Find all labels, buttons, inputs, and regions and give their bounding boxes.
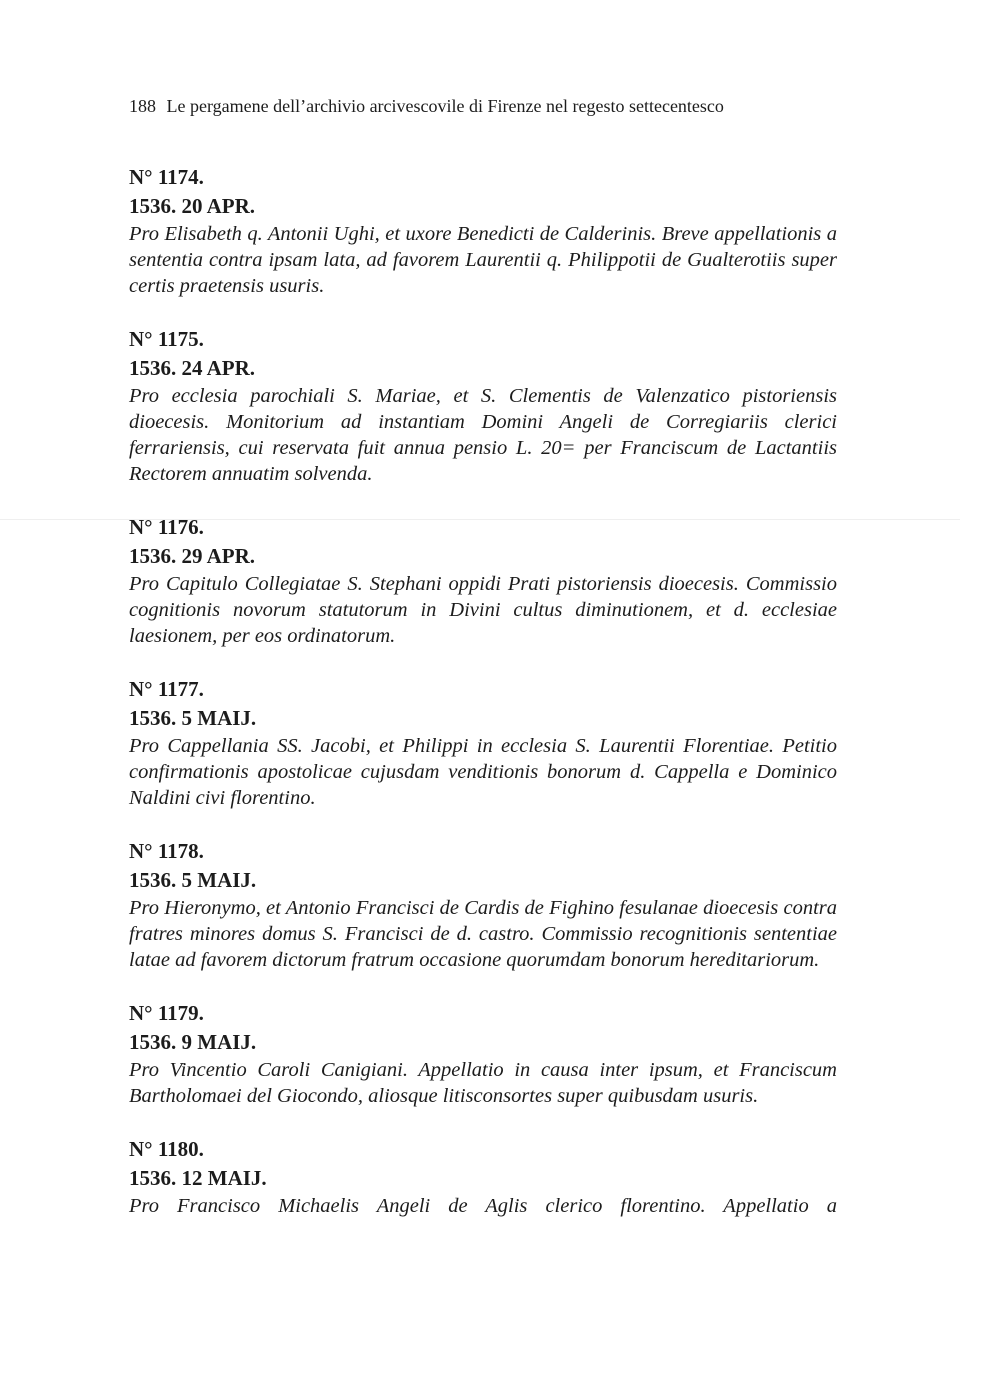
running-title: Le pergamene dell’archivio arcivescovile di Firenze nel regesto settecentesco [166,96,724,116]
entry-1178 [129,837,837,973]
entry-1174 [129,163,837,299]
regesto-entries [129,163,837,1245]
entry-abstract: Pro Vincentio Caroli Canigiani. Appellatio in causa inter ipsum, et Franciscum Bartholomaei del Giocondo, aliosque litisconsortes super quibusdam usuris. [129,1059,837,1107]
entry-1180 [129,1135,837,1219]
entry-abstract: Pro Cappellania SS. Jacobi, et Philippi in ecclesia S. Laurentii Florentiae. Petitio confirmationis apostolicae cujusdam venditionis bonorum d. Cappella e Dominico Naldini civi florentino. [129,735,837,809]
entry-number: N° 1177. [129,677,204,701]
entry-1179 [129,999,837,1109]
entry-date: 1536. 5 MAIJ. [129,706,257,730]
entry-abstract: Pro ecclesia parochiali S. Mariae, et S. Clementis de Valenzatico pistoriensis dioecesis. Monitorium ad instantiam Domini Angeli de Corregiariis clerici ferrariensis, cui reservata fuit annua pensio L. 20= per Franciscum de Lactantiis Rectorem annuatim solvenda. [129,385,837,485]
entry-number: N° 1178. [129,839,204,863]
entry-abstract: Pro Capitulo Collegiatae S. Stephani oppidi Prati pistoriensis dioecesis. Commissio cognitionis novorum statutorum in Divini cultus diminutionem, et d. ecclesiae laesionem, per eos ordinatorum. [129,573,837,647]
entry-number: N° 1174. [129,165,204,189]
entry-date: 1536. 24 APR. [129,356,255,380]
entry-1177 [129,675,837,811]
entry-date: 1536. 29 APR. [129,544,255,568]
page-number: 188 [129,96,156,116]
entry-1175 [129,325,837,487]
entry-date: 1536. 12 MAIJ. [129,1166,267,1190]
entry-date: 1536. 5 MAIJ. [129,868,257,892]
entry-abstract: Pro Elisabeth q. Antonii Ughi, et uxore Benedicti de Calderinis. Breve appellationis a sententia contra ipsam lata, ad favorem Laurentii q. Philippotii de Gualterotiis super certis praetensis usuris. [129,223,837,297]
entry-number: N° 1175. [129,327,204,351]
running-header [129,94,829,118]
entry-abstract: Pro Hieronymo, et Antonio Francisci de Cardis de Fighino fesulanae dioecesis contra fratres minores domus S. Francisci de d. castro. Commissio recognitionis sententiae latae ad favorem dictorum fratrum occasione quorumdam bonorum hereditariorum. [129,897,837,971]
entry-number: N° 1179. [129,1001,204,1025]
entry-date: 1536. 20 APR. [129,194,255,218]
entry-1176 [129,513,837,649]
entry-date: 1536. 9 MAIJ. [129,1030,257,1054]
entry-number: N° 1176. [129,515,204,539]
entry-abstract: Pro Francisco Michaelis Angeli de Aglis clerico florentino. Appellatio a [129,1195,837,1217]
entry-number: N° 1180. [129,1137,204,1161]
